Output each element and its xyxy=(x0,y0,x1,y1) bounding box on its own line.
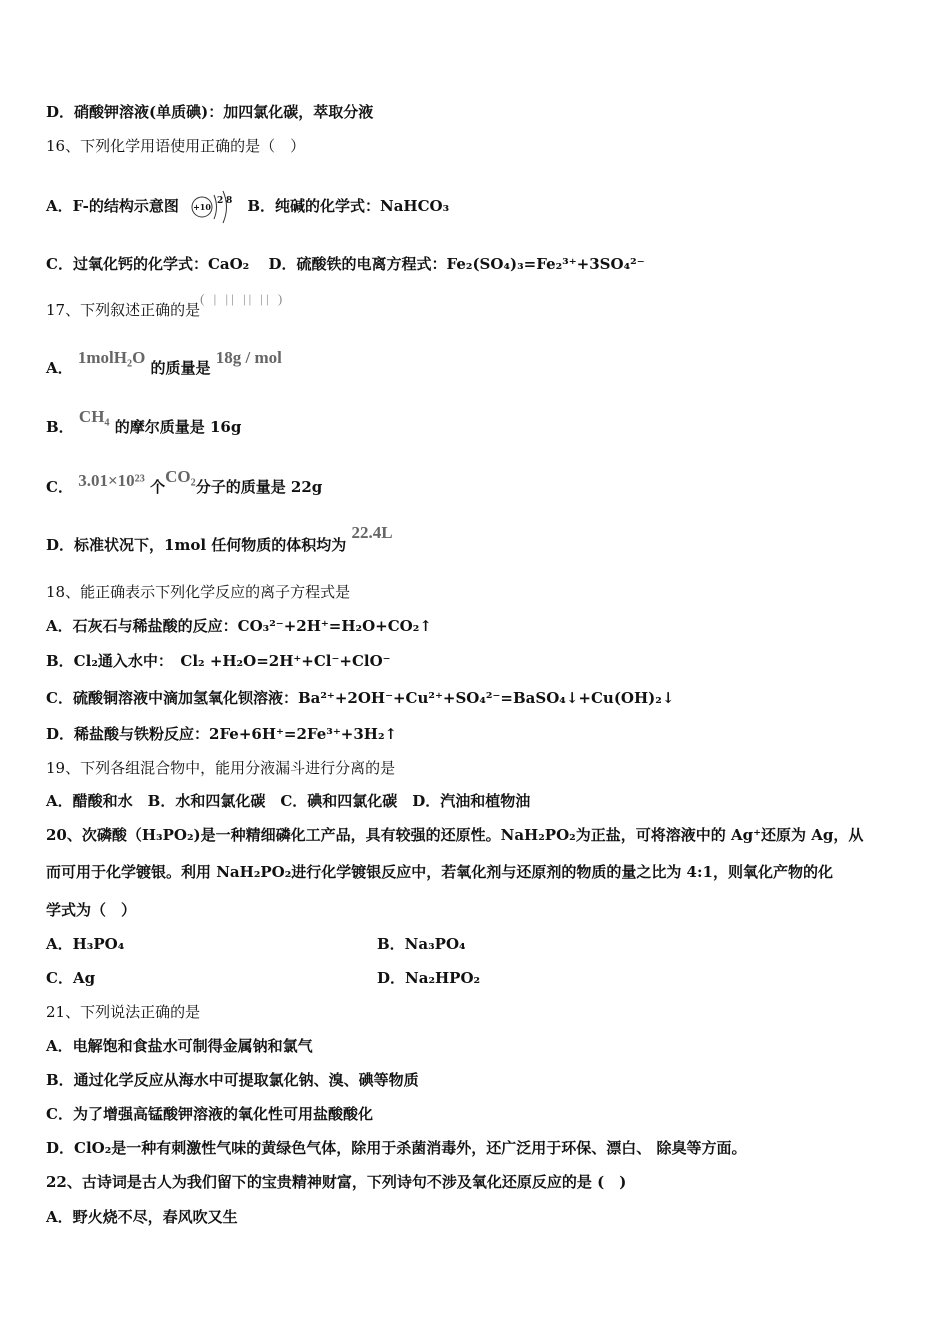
q16-option-a: A．F-的结构示意图 xyxy=(46,197,179,215)
q17-c-math2: CO₂ xyxy=(165,467,196,486)
q17-b-text: 的摩尔质量是 16g xyxy=(114,418,242,436)
q21-option-a: A．电解饱和食盐水可制得金属钠和氯气 xyxy=(46,1037,313,1055)
q17-stem xyxy=(46,291,286,321)
q18-option-d: D．稀盐酸与铁粉反应：2Fe+6H⁺=2Fe³⁺+3H₂↑ xyxy=(46,725,398,743)
q17-d-text: D．标准状况下，1mol 任何物质的体积均为 xyxy=(46,536,347,554)
q17-option-d xyxy=(46,523,393,555)
q16-option-b: B．纯碱的化学式： xyxy=(247,197,380,215)
q16-option-d-formula: Fe₂(SO₄)₃=Fe₂³⁺+3SO₄²⁻ xyxy=(446,255,645,273)
nucleus-charge: +10 xyxy=(193,202,211,212)
q16-options-ab xyxy=(46,186,449,227)
q20-options-ab xyxy=(46,934,466,954)
q19-stem: 19、下列各组混合物中，能用分液漏斗进行分离的是 xyxy=(46,759,396,777)
q20-option-a: A．H₃PO₄ xyxy=(46,935,125,953)
q17-c-math: 3.01×10²³ xyxy=(78,471,145,490)
q17-a-text: 的质量是 xyxy=(150,359,211,377)
q22-stem: 22、古诗词是古人为我们留下的宝贵精神财富，下列诗句不涉及氧化还原反应的是 ( ) xyxy=(46,1173,627,1191)
q19-options: A．醋酸和水 B．水和四氯化碳 C．碘和四氯化碳 D．汽油和植物油 xyxy=(46,792,531,810)
q18-stem: 18、能正确表示下列化学反应的离子方程式是 xyxy=(46,583,351,601)
q18-option-c: C．硫酸铜溶液中滴加氢氧化钡溶液：Ba²⁺+2OH⁻+Cu²⁺+SO₄²⁻=BaSO₄↓+Cu(OH)₂↓ xyxy=(46,689,675,707)
q17-stem-text: 17、下列叙述正确的是 xyxy=(46,301,201,319)
q17-d-math: 22.4L xyxy=(351,523,393,542)
q17-c-text1: 个 xyxy=(150,478,166,496)
q17-a-math: 1molH₂O xyxy=(77,348,146,367)
q18-option-a: A．石灰石与稀盐酸的反应：CO₃²⁻+2H⁺=H₂O+CO₂↑ xyxy=(46,617,432,635)
q17-option-c xyxy=(46,467,323,497)
q18-option-b: B．Cl₂通入水中： Cl₂ +H₂O=2H⁺+Cl⁻+ClO⁻ xyxy=(46,652,391,670)
q20-options-cd xyxy=(46,968,481,988)
fluoride-structure-diagram xyxy=(190,187,236,227)
q17-c-text2: 分子的质量是 22g xyxy=(195,478,323,496)
q16-option-b-formula: NaHCO₃ xyxy=(380,197,450,215)
q17-option-b xyxy=(46,407,242,437)
q16-option-c: C．过氧化钙的化学式： xyxy=(46,255,208,273)
q20-stem-line3: 学式为（ ） xyxy=(46,901,137,919)
q20-stem-line1: 20、次磷酸（H₃PO₂)是一种精细磷化工产品，具有较强的还原性。NaH₂PO₂为正盐，可将溶液中的 Ag⁺还原为 Ag，从 xyxy=(46,826,864,844)
q22-option-a: A．野火烧不尽，春风吹又生 xyxy=(46,1208,238,1226)
q17-option-a xyxy=(46,348,282,378)
q17-stem-paren: ( | || || || ) xyxy=(200,291,286,306)
option-label: C． xyxy=(46,478,73,496)
q21-option-c: C．为了增强高锰酸钾溶液的氧化性可用盐酸酸化 xyxy=(46,1105,373,1123)
q16-option-c-formula: CaO₂ xyxy=(207,255,250,273)
shell-1-electrons: 2 xyxy=(217,196,224,206)
q16-options-cd xyxy=(46,254,645,274)
q17-a-math2: 18g / mol xyxy=(215,348,282,367)
q16-stem: 16、下列化学用语使用正确的是（ ） xyxy=(46,137,306,155)
q21-stem: 21、下列说法正确的是 xyxy=(46,1003,201,1021)
q21-option-d: D．ClO₂是一种有刺激性气味的黄绿色气体，除用于杀菌消毒外，还广泛用于环保、漂白、 除臭等方面。 xyxy=(46,1139,747,1157)
q16-option-d: D．硫酸铁的电离方程式： xyxy=(268,255,447,273)
q15-option-d: D．硝酸钾溶液(单质碘)：加四氯化碳，萃取分液 xyxy=(46,103,374,121)
q20-option-d: D．Na₂HPO₂ xyxy=(377,969,481,987)
q17-b-math: CH₄ xyxy=(78,407,110,426)
q20-stem-line2: 而可用于化学镀银。利用 NaH₂PO₂进行化学镀银反应中，若氧化剂与还原剂的物质的量之比为 4:1，则氧化产物的化 xyxy=(46,863,833,881)
q20-option-c: C．Ag xyxy=(46,969,96,987)
shell-2-electrons: 8 xyxy=(226,196,233,206)
option-label: A． xyxy=(46,359,73,377)
q20-option-b: B．Na₃PO₄ xyxy=(377,935,466,953)
option-label: B． xyxy=(46,418,74,436)
q21-option-b: B．通过化学反应从海水中可提取氯化钠、溴、碘等物质 xyxy=(46,1071,419,1089)
